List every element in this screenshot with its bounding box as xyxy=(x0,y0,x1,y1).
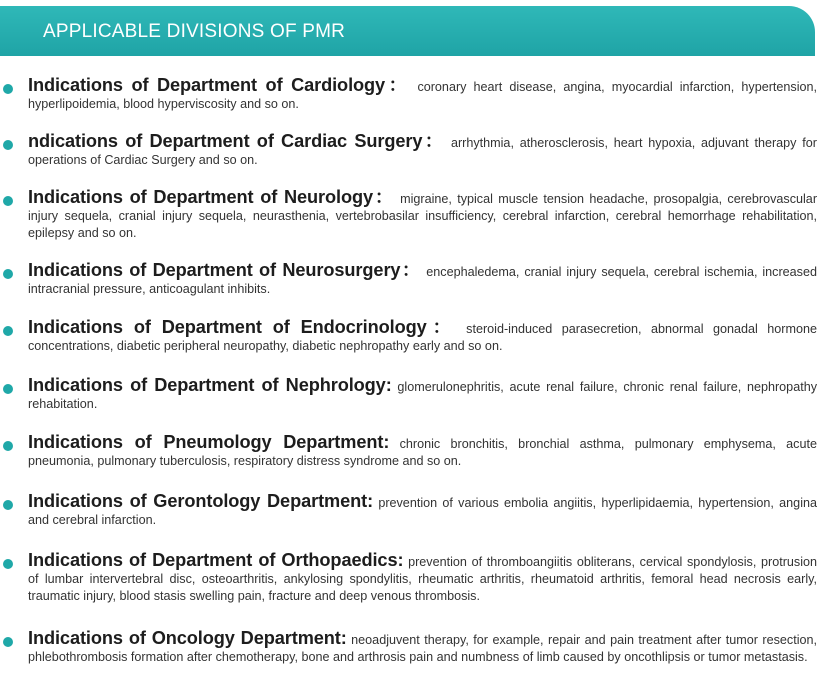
bullet-dot-icon xyxy=(3,500,13,510)
item-heading: Indications of Department of Neurology： xyxy=(28,187,395,207)
section-title: APPLICABLE DIVISIONS OF PMR xyxy=(43,21,346,42)
bullet-dot-icon xyxy=(3,441,13,451)
item-text: arrhythmia, atherosclerosis, heart hypoxia, adjuvant therapy for operations of Cardiac Surgery and so on. xyxy=(28,136,817,167)
item-heading: Indications of Department of Endocrinology： xyxy=(28,317,457,337)
bullet-dot-icon xyxy=(3,559,13,569)
item-text: prevention of thromboangiitis obliterans, cervical spondylosis, protrusion of lumbar intervertebral disc, osteoarthritis, ankylosing spondylitis, rheumatic arthritis, rheumatoid arthritis, femoral head necrosis early, traumatic injury, blood stasis swelling pain, fracture and deep venous thrombosis. xyxy=(28,555,817,603)
bullet-dot-icon xyxy=(3,140,13,150)
list-item-neurosurgery xyxy=(0,262,831,298)
list-item-cardiology xyxy=(0,77,831,113)
item-heading: Indications of Pneumology Department: xyxy=(28,432,390,452)
item-heading: Indications of Department of Nephrology: xyxy=(28,375,392,395)
item-text: encephaledema, cranial injury sequela, cerebral ischemia, increased intracranial pressure, anticoagulant inhibits. xyxy=(28,265,817,296)
bullet-dot-icon xyxy=(3,326,13,336)
list-item-cardiac-surgery xyxy=(0,133,831,169)
item-text: prevention of various embolia angiitis, hyperlipidaemia, hypertension, angina and cerebral infarction. xyxy=(28,496,817,527)
list-item-endocrinology xyxy=(0,319,831,355)
item-text: neoadjuvent therapy, for example, repair and pain treatment after tumor resection, phlebothrombosis formation after chemotherapy, bone and arthrosis pain and numbness of limb caused by oncothlipsis or tumor metastasis. xyxy=(28,633,817,664)
list-item-oncology xyxy=(0,630,831,666)
item-text: migraine, typical muscle tension headache, prosopalgia, cerebrovascular injury sequela, cranial injury sequela, neurasthenia, vertebrobasilar insufficiency, cerebral infarction, cerebral hemorrhage rehabilitation, epilepsy and so on. xyxy=(28,192,818,240)
list-item-pneumology xyxy=(0,434,831,470)
bullet-dot-icon xyxy=(3,637,13,647)
item-text: chronic bronchitis, bronchial asthma, pulmonary emphysema, acute pneumonia, pulmonary tuberculosis, respiratory distress syndrome and so on. xyxy=(28,437,817,468)
list-item-orthopaedics xyxy=(0,552,831,605)
section-banner xyxy=(0,6,815,56)
bullet-dot-icon xyxy=(3,384,13,394)
item-heading: Indications of Gerontology Department: xyxy=(28,491,374,511)
list-item-nephrology xyxy=(0,377,831,413)
bullet-dot-icon xyxy=(3,196,13,206)
list-item-neurology xyxy=(0,189,831,242)
item-text: glomerulonephritis, acute renal failure, chronic renal failure, nephropathy rehabitation. xyxy=(28,380,817,411)
bullet-dot-icon xyxy=(3,269,13,279)
item-heading: Indications of Department of Neurosurgery： xyxy=(28,260,422,280)
bullet-dot-icon xyxy=(3,84,13,94)
item-text: steroid-induced parasecretion, abnormal gonadal hormone concentrations, diabetic peripheral neuropathy, diabetic nephropathy early and so on. xyxy=(28,322,817,353)
item-heading: Indications of Oncology Department: xyxy=(28,628,347,648)
item-text: coronary heart disease, angina, myocardial infarction, hypertension, hyperlipoidemia, blood hyperviscosity and so on. xyxy=(28,80,818,111)
list-item-gerontology xyxy=(0,493,831,529)
item-heading: ndications of Department of Cardiac Surgery： xyxy=(28,131,446,151)
item-heading: Indications of Department of Orthopaedics: xyxy=(28,550,404,570)
item-heading: Indications of Department of Cardiology： xyxy=(28,75,411,95)
